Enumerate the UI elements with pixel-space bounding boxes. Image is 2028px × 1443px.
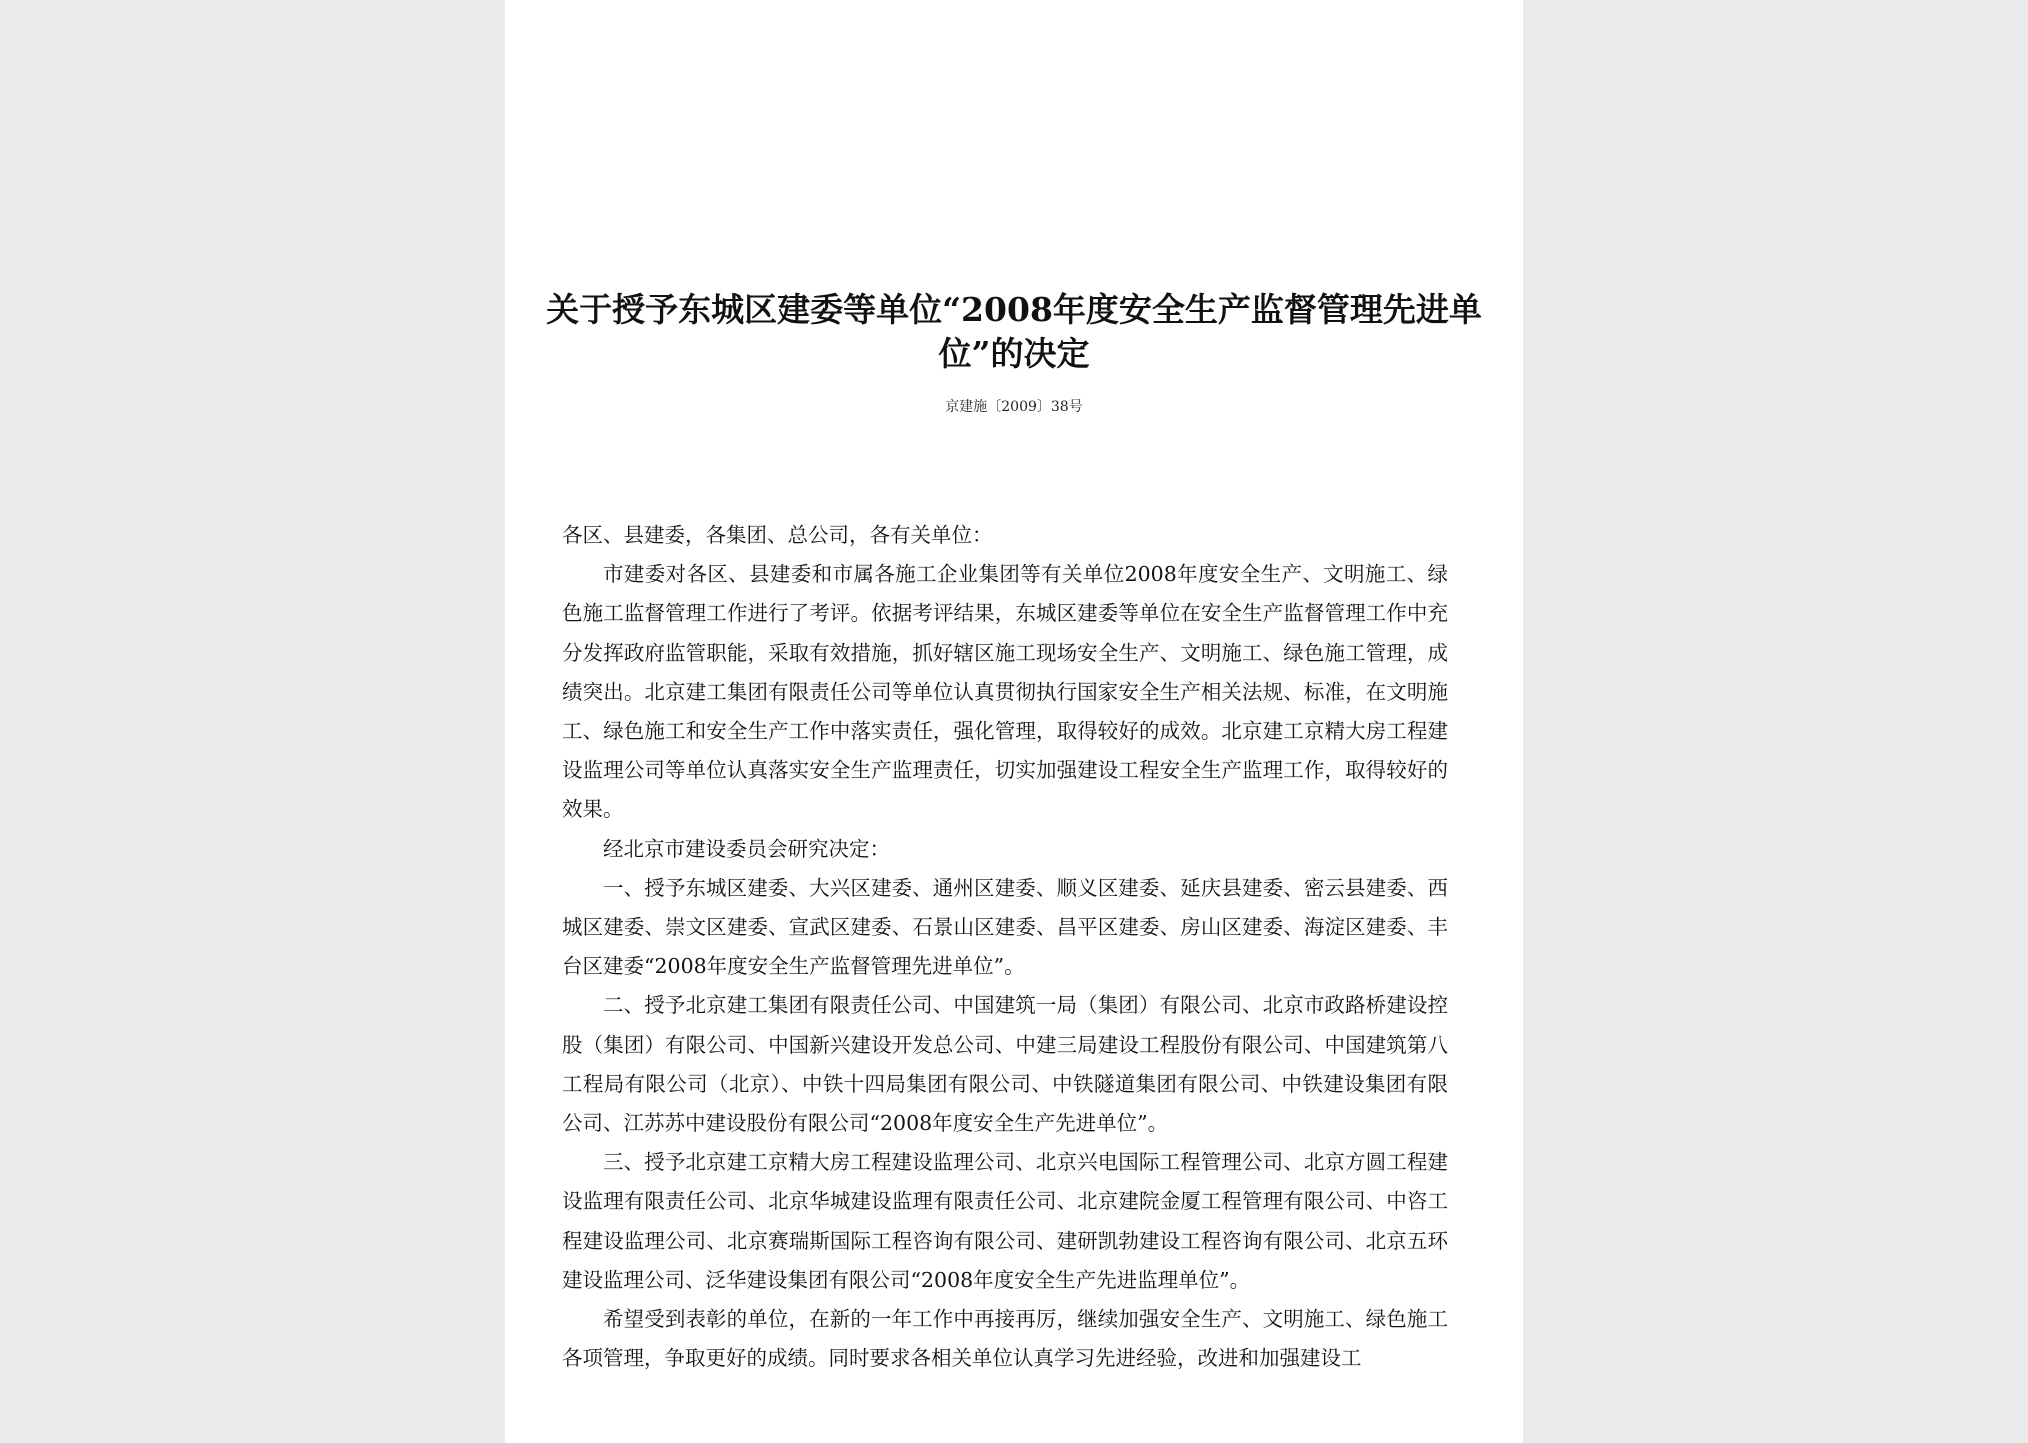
document-body — [562, 516, 1448, 1378]
document-number: 京建施〔2009〕38号 — [945, 399, 1083, 415]
salutation: 各区、县建委，各集团、总公司，各有关单位： — [562, 523, 993, 547]
paragraph: 一、授予东城区建委、大兴区建委、通州区建委、顺义区建委、延庆县建委、密云县建委、西城区建委、崇文区建委、宣武区建委、石景山区建委、昌平区建委、房山区建委、海淀区建委、丰台区建委“2008年度安全生产监督管理先进单位”。 — [562, 875, 1448, 979]
document-title: 关于授予东城区建委等单位“2008年度安全生产监督管理先进单位”的决定 — [546, 290, 1482, 373]
paragraph: 三、授予北京建工京精大房工程建设监理公司、北京兴电国际工程管理公司、北京方圆工程建设监理有限责任公司、北京华城建设监理有限责任公司、北京建院金厦工程管理有限公司、中咨工程建设监理公司、北京赛瑞斯国际工程咨询有限公司、建研凯勃建设工程咨询有限公司、北京五环建设监理公司、泛华建设集团有限公司“2008年度安全生产先进监理单位”。 — [562, 1150, 1448, 1292]
paragraph: 希望受到表彰的单位，在新的一年工作中再接再厉，继续加强安全生产、文明施工、绿色施工各项管理，争取更好的成绩。同时要求各相关单位认真学习先进经验，改进和加强建设工 — [562, 1307, 1448, 1371]
document-page — [505, 0, 1523, 1443]
paragraph: 二、授予北京建工集团有限责任公司、中国建筑一局（集团）有限公司、北京市政路桥建设控股（集团）有限公司、中国新兴建设开发总公司、中建三局建设工程股份有限公司、中国建筑第八工程局有限公司（北京）、中铁十四局集团有限公司、中铁隧道集团有限公司、中铁建设集团有限公司、江苏苏中建设股份有限公司“2008年度安全生产先进单位”。 — [562, 993, 1448, 1136]
paragraph: 市建委对各区、县建委和市属各施工企业集团等有关单位2008年度安全生产、文明施工、绿色施工监督管理工作进行了考评。依据考评结果，东城区建委等单位在安全生产监督管理工作中充分发挥政府监管职能，采取有效措施，抓好辖区施工现场安全生产、文明施工、绿色施工管理，成绩突出。北京建工集团有限责任公司等单位认真贯彻执行国家安全生产相关法规、标准，在文明施工、绿色施工和安全生产工作中落实责任，强化管理，取得较好的成效。北京建工京精大房工程建设监理公司等单位认真落实安全生产监理责任，切实加强建设工程安全生产监理工作，取得较好的效果。 — [562, 562, 1448, 822]
paragraph: 经北京市建设委员会研究决定： — [603, 836, 890, 861]
